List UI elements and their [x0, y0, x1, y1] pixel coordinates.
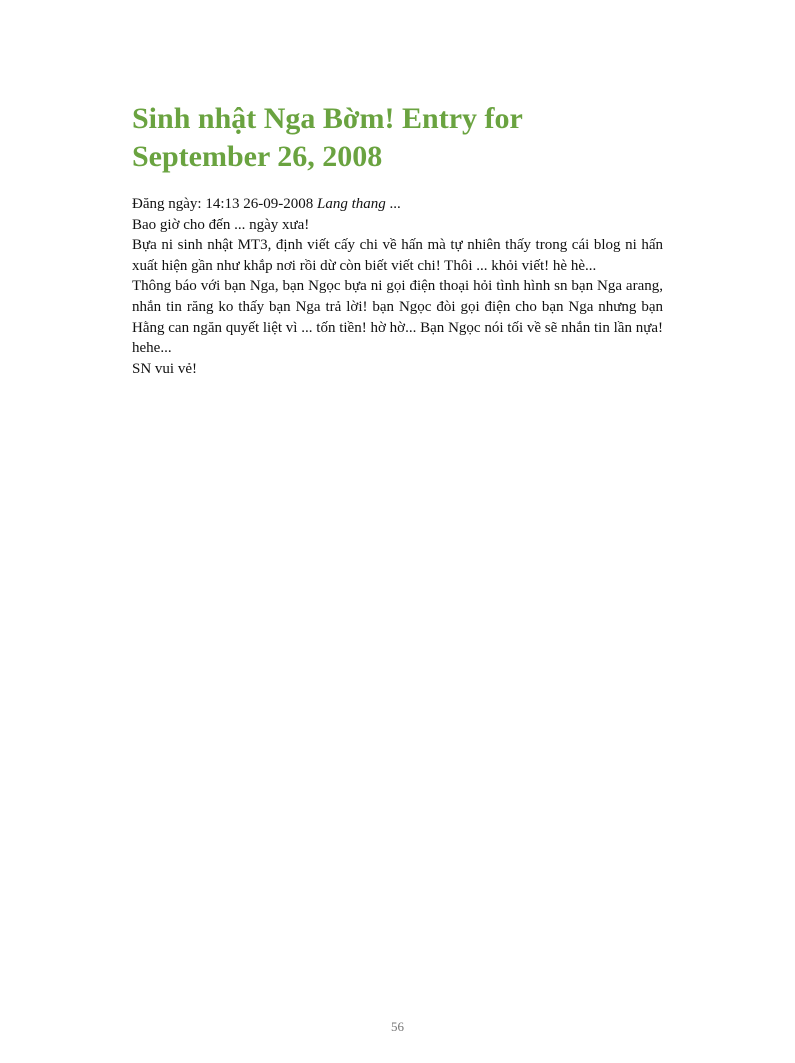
paragraph-3: Thông báo với bạn Nga, bạn Ngọc bựa ni gọi điện thoại hỏi tình hình sn bạn Nga arang, nhắn tin răng ko thấy bạn Nga trả lời! bạn Ngọc đòi gọi điện cho bạn Nga nhưng bạn Hằng can ngăn quyết liệt vì ... tốn tiền! hờ hờ... Bạn Ngọc nói tối về sẽ nhắn tin lần nựa! hehe...	[132, 278, 663, 357]
entry-meta	[132, 194, 663, 215]
entry-title	[132, 100, 672, 176]
page-number: 56	[391, 1019, 404, 1034]
entry-title-line-1: Sinh nhật Nga Bờm! Entry for	[132, 102, 523, 135]
entry-title-line-2: September 26, 2008	[132, 140, 383, 173]
paragraph-1: Bao giờ cho đến ... ngày xưa!	[132, 216, 310, 233]
entry-body	[132, 194, 663, 379]
posted-date: Đăng ngày: 14:13 26-09-2008	[132, 196, 314, 212]
paragraph-4: SN vui vẻ!	[132, 360, 197, 377]
paragraph-2: Bựa ni sinh nhật MT3, định viết cấy chi về hấn mà tự nhiên thấy trong cái blog ni hấn xuất hiện gần như khắp nơi rồi dừ còn biết viết chi! Thôi ... khỏi viết! hè hè...	[132, 237, 663, 274]
entry-category-suffix: ...	[389, 196, 401, 212]
entry-category: Lang thang	[316, 196, 386, 212]
